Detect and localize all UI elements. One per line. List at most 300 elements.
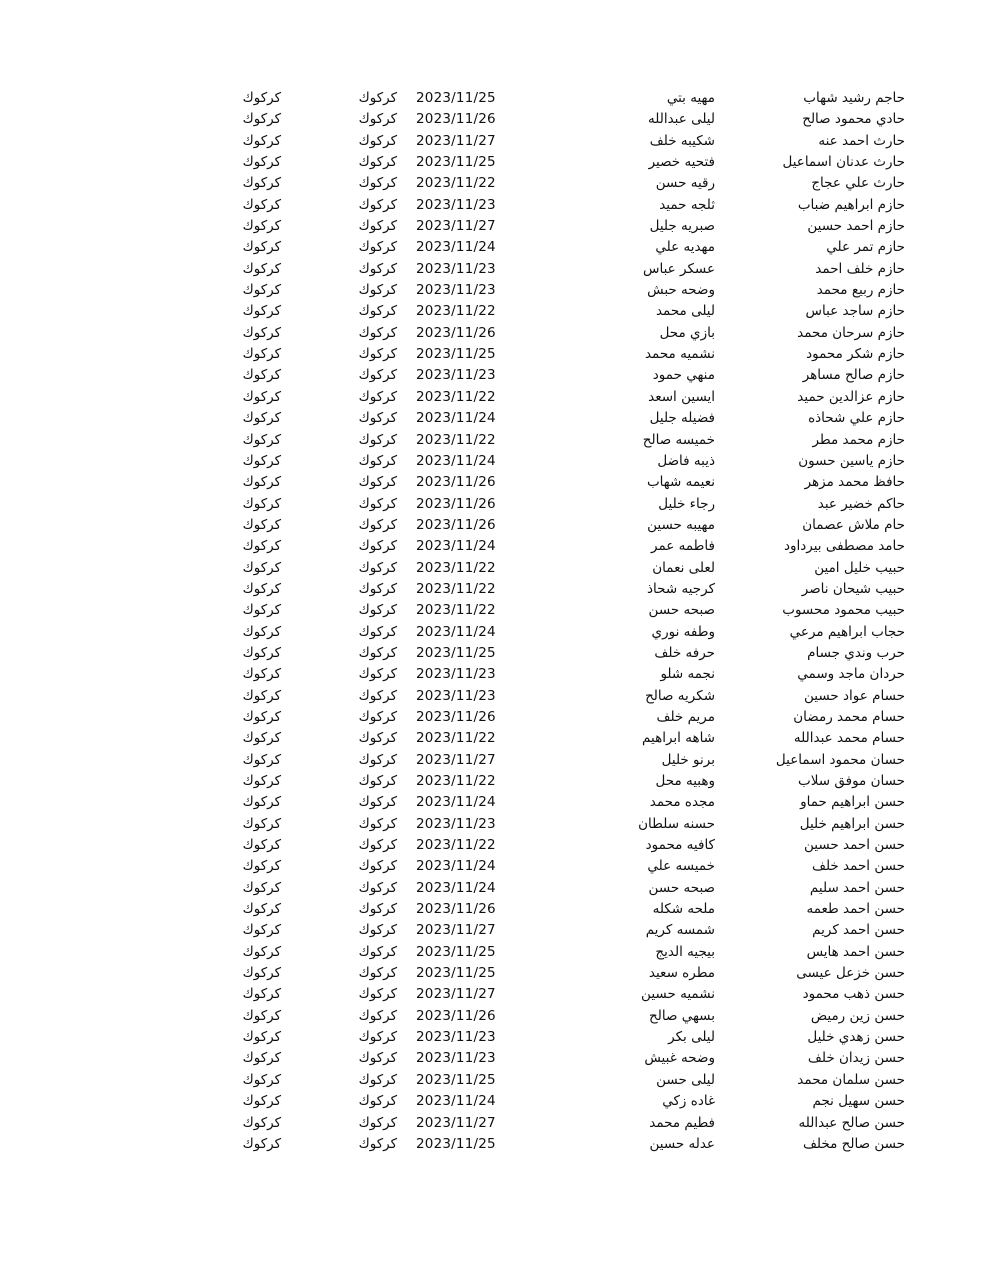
city: كركوك [242,1071,281,1088]
record-row [0,344,989,365]
mother-name: صبحه حسن [648,602,715,619]
city: كركوك [242,239,281,256]
person-name: حسن احمد حسين [804,837,905,854]
mother-name: ليلى بكر [668,1029,715,1046]
person-name: حاكم خضير عبد [817,495,905,512]
city: كركوك [242,452,281,469]
mother-name: كافيه محمود [645,837,715,854]
mother-name: ليلى محمد [655,303,715,320]
city: كركوك [242,495,281,512]
mother-name: خميسه علي [647,858,715,875]
governorate: كركوك [358,516,397,533]
person-name: حازم علي شحاذه [808,410,905,427]
person-name: حسن احمد سليم [809,879,905,896]
record-row [0,301,989,322]
governorate: كركوك [358,708,397,725]
city: كركوك [242,666,281,683]
record-row [0,131,989,152]
mother-name: عسكر عباس [642,260,715,277]
city: كركوك [242,602,281,619]
city: كركوك [242,474,281,491]
record-row [0,430,989,451]
record-row [0,899,989,920]
governorate: كركوك [358,986,397,1003]
person-name: حسن احمد خلف [811,858,905,875]
person-name: حازم سرحان محمد [797,324,905,341]
mother-name: كرجيه شحاذ [647,580,715,597]
governorate: كركوك [358,730,397,747]
mother-name: غاده زكي [662,1093,715,1110]
mother-name: فتحيه خصير [648,154,715,171]
person-name: حاجم رشيد شهاب [803,90,905,106]
date: 2023/11/25 [416,965,496,982]
record-row [0,1091,989,1112]
date: 2023/11/24 [416,410,496,427]
date: 2023/11/22 [416,730,496,747]
mother-name: حرفه خلف [654,644,715,661]
date: 2023/11/23 [416,666,496,683]
mother-name: نشميه محمد [644,346,715,363]
governorate: كركوك [358,132,397,149]
governorate: كركوك [358,282,397,299]
governorate: كركوك [358,346,397,363]
mother-name: ايسين اسعد [648,388,715,405]
person-name: حامد مصطفى بيرداود [783,538,905,555]
governorate: كركوك [358,965,397,982]
person-name: حسن سلمان محمد [797,1071,905,1088]
city: كركوك [242,751,281,768]
record-row [0,408,989,429]
date: 2023/11/25 [416,943,496,960]
mother-name: شمسه كريم [645,922,715,939]
date: 2023/11/25 [416,346,496,363]
governorate: كركوك [358,901,397,918]
person-name: حسن ابراهيم خليل [799,815,905,832]
record-row [0,600,989,621]
mother-name: وضحه غبيش [644,1050,715,1067]
mother-name: مهديه علي [655,239,715,256]
mother-name: مجده محمد [649,794,715,811]
person-name: حسان موفق سلاب [798,773,905,789]
city: كركوك [242,687,281,704]
city: كركوك [242,196,281,213]
mother-name: بيجيه الديج [655,943,715,960]
governorate: كركوك [358,815,397,832]
date: 2023/11/27 [416,1114,496,1131]
governorate: كركوك [358,1135,397,1152]
person-name: حبيب شيحان ناصر [801,580,905,597]
governorate: كركوك [358,858,397,875]
governorate: كركوك [358,388,397,405]
record-row [0,856,989,877]
record-row [0,792,989,813]
person-name: حسن احمد طعمه [806,901,905,918]
person-name: حازم محمد مطر [812,431,905,448]
governorate: كركوك [358,495,397,512]
person-name: حادي محمود صالح [802,111,905,128]
person-name: حسن زين رميض [810,1007,905,1024]
governorate: كركوك [358,1071,397,1088]
city: كركوك [242,516,281,533]
mother-name: ملحه شكله [652,901,715,918]
mother-name: وهبيه محل [655,773,715,789]
date: 2023/11/26 [416,495,496,512]
date: 2023/11/24 [416,239,496,256]
city: كركوك [242,154,281,171]
person-name: حازم خلف احمد [815,260,905,277]
date: 2023/11/26 [416,324,496,341]
record-row [0,963,989,984]
record-row [0,237,989,258]
record-row [0,259,989,280]
person-name: حسن صالح عبدالله [798,1114,905,1131]
mother-name: شكيبه خلف [649,132,715,149]
city: كركوك [242,111,281,128]
mother-name: مهيه بتي [666,90,715,106]
person-name: حسن سهيل نجم [812,1093,905,1110]
city: كركوك [242,580,281,597]
record-row [0,920,989,941]
date: 2023/11/22 [416,837,496,854]
person-name: حارث علي عجاج [811,175,905,192]
mother-name: عدله حسين [649,1135,715,1152]
mother-name: فضيله جليل [649,410,715,427]
person-name: حازم ياسين حسون [798,452,905,469]
mother-name: خميسه صالح [642,431,715,448]
person-name: حازم شكر محمود [806,346,905,363]
record-row [0,771,989,792]
mother-name: مهيبه حسين [647,516,715,533]
person-name: حجاب ابراهيم مرعي [789,623,905,640]
person-name: حردان ماجد وسمي [797,666,905,683]
governorate: كركوك [358,773,397,789]
governorate: كركوك [358,431,397,448]
city: كركوك [242,858,281,875]
record-row [0,536,989,557]
mother-name: وطفه نوري [651,623,715,640]
governorate: كركوك [358,367,397,384]
city: كركوك [242,132,281,149]
governorate: كركوك [358,559,397,576]
mother-name: وضحه حبش [647,282,715,299]
mother-name: رقيه حسن [655,175,715,192]
person-name: حارث احمد عنه [818,132,905,149]
city: كركوك [242,410,281,427]
city: كركوك [242,1114,281,1131]
record-row [0,835,989,856]
date: 2023/11/22 [416,559,496,576]
date: 2023/11/24 [416,452,496,469]
date: 2023/11/24 [416,538,496,555]
date: 2023/11/25 [416,1135,496,1152]
mother-name: بسهي صالح [649,1007,715,1024]
date: 2023/11/24 [416,794,496,811]
record-row [0,1027,989,1048]
record-row [0,878,989,899]
date: 2023/11/22 [416,602,496,619]
record-row [0,1113,989,1134]
date: 2023/11/22 [416,580,496,597]
governorate: كركوك [358,1050,397,1067]
person-name: حازم عزالدين حميد [797,388,905,405]
governorate: كركوك [358,303,397,320]
governorate: كركوك [358,324,397,341]
governorate: كركوك [358,837,397,854]
city: كركوك [242,431,281,448]
city: كركوك [242,922,281,939]
record-row [0,622,989,643]
record-row [0,152,989,173]
date: 2023/11/22 [416,175,496,192]
mother-name: فطيم محمد [649,1114,715,1131]
date: 2023/11/24 [416,1093,496,1110]
mother-name: شاهه ابراهيم [642,730,715,747]
record-row [0,664,989,685]
person-name: حبيب خليل امين [814,559,905,576]
record-row [0,1048,989,1069]
governorate: كركوك [358,794,397,811]
governorate: كركوك [358,218,397,235]
city: كركوك [242,538,281,555]
city: كركوك [242,282,281,299]
city: كركوك [242,644,281,661]
record-row [0,280,989,301]
governorate: كركوك [358,943,397,960]
governorate: كركوك [358,239,397,256]
person-name: حسن ابراهيم حماو [800,794,905,811]
governorate: كركوك [358,879,397,896]
mother-name: نجمه شلو [660,666,715,683]
person-name: حسام محمد رمضان [793,708,905,725]
governorate: كركوك [358,90,397,106]
record-row [0,984,989,1005]
mother-name: صبريه جليل [649,218,715,235]
city: كركوك [242,794,281,811]
person-name: حسن ذهب محمود [802,986,905,1003]
city: كركوك [242,1050,281,1067]
city: كركوك [242,815,281,832]
date: 2023/11/22 [416,303,496,320]
person-name: حرب وندي جسام [807,644,905,661]
record-row [0,686,989,707]
record-row [0,942,989,963]
date: 2023/11/24 [416,879,496,896]
governorate: كركوك [358,666,397,683]
governorate: كركوك [358,154,397,171]
mother-name: نشميه حسين [641,986,715,1003]
city: كركوك [242,367,281,384]
governorate: كركوك [358,922,397,939]
city: كركوك [242,837,281,854]
person-name: حسن زيدان خلف [807,1050,905,1067]
governorate: كركوك [358,1029,397,1046]
date: 2023/11/25 [416,154,496,171]
person-name: حازم ابراهيم ضباب [797,196,905,213]
date: 2023/11/26 [416,474,496,491]
date: 2023/11/23 [416,815,496,832]
record-row [0,195,989,216]
record-row [0,173,989,194]
mother-name: منهي حمود [652,367,715,384]
record-row [0,88,989,109]
city: كركوك [242,879,281,896]
person-name: حسام محمد عبدالله [793,730,905,747]
person-name: حازم صالح مساهر [802,367,905,384]
person-name: حسن صالح مخلف [802,1135,905,1152]
city: كركوك [242,218,281,235]
date: 2023/11/26 [416,708,496,725]
mother-name: ليلى حسن [656,1071,715,1088]
date: 2023/11/22 [416,388,496,405]
record-row [0,472,989,493]
date: 2023/11/27 [416,922,496,939]
governorate: كركوك [358,111,397,128]
person-name: حازم تمر علي [826,239,905,256]
city: كركوك [242,324,281,341]
governorate: كركوك [358,1093,397,1110]
mother-name: مطره سعيد [648,965,715,982]
mother-name: ذيبه فاضل [657,452,715,469]
date: 2023/11/27 [416,218,496,235]
record-row [0,814,989,835]
date: 2023/11/23 [416,196,496,213]
date: 2023/11/23 [416,1050,496,1067]
date: 2023/11/25 [416,1071,496,1088]
person-name: حسن زهدي خليل [807,1029,905,1046]
date: 2023/11/23 [416,687,496,704]
date: 2023/11/27 [416,751,496,768]
city: كركوك [242,708,281,725]
person-name: حسن خزعل عيسى [796,965,905,982]
person-name: حام ملاش عصمان [802,516,905,533]
date: 2023/11/22 [416,431,496,448]
governorate: كركوك [358,687,397,704]
record-row [0,728,989,749]
record-row [0,216,989,237]
governorate: كركوك [358,602,397,619]
records-list [0,88,989,1155]
date: 2023/11/23 [416,260,496,277]
person-name: حسن احمد كريم [812,922,905,939]
record-row [0,1070,989,1091]
governorate: كركوك [358,1114,397,1131]
record-row [0,707,989,728]
record-row [0,643,989,664]
governorate: كركوك [358,580,397,597]
record-row [0,579,989,600]
person-name: حسن احمد هايس [806,943,905,960]
mother-name: ثلجه حميد [659,196,715,213]
record-row [0,323,989,344]
person-name: حازم احمد حسين [807,218,905,235]
date: 2023/11/22 [416,773,496,789]
city: كركوك [242,260,281,277]
governorate: كركوك [358,644,397,661]
record-row [0,1134,989,1155]
record-row [0,558,989,579]
city: كركوك [242,1135,281,1152]
governorate: كركوك [358,452,397,469]
person-name: حازم ربيع محمد [816,282,905,299]
record-row [0,494,989,515]
person-name: حافظ محمد مزهر [804,474,905,491]
city: كركوك [242,773,281,789]
city: كركوك [242,730,281,747]
city: كركوك [242,1007,281,1024]
date: 2023/11/23 [416,367,496,384]
person-name: حبيب محمود محسوب [782,602,905,619]
person-name: حارث عدنان اسماعيل [782,154,905,171]
mother-name: ليلى عبدالله [648,111,715,128]
governorate: كركوك [358,538,397,555]
governorate: كركوك [358,196,397,213]
mother-name: فاطمه عمر [651,538,715,555]
city: كركوك [242,346,281,363]
date: 2023/11/24 [416,858,496,875]
mother-name: بازي محل [659,324,715,341]
date: 2023/11/26 [416,1007,496,1024]
date: 2023/11/23 [416,282,496,299]
city: كركوك [242,175,281,192]
city: كركوك [242,388,281,405]
mother-name: شكريه صالح [645,687,715,704]
mother-name: برنو خليل [661,751,715,768]
mother-name: لعلى نعمان [652,559,715,576]
governorate: كركوك [358,410,397,427]
date: 2023/11/24 [416,623,496,640]
person-name: حسان محمود اسماعيل [775,751,905,768]
city: كركوك [242,986,281,1003]
record-row [0,365,989,386]
record-row [0,451,989,472]
city: كركوك [242,90,281,106]
city: كركوك [242,623,281,640]
record-row [0,387,989,408]
city: كركوك [242,1029,281,1046]
city: كركوك [242,303,281,320]
governorate: كركوك [358,474,397,491]
record-row [0,515,989,536]
date: 2023/11/26 [416,901,496,918]
mother-name: صبحه حسن [648,879,715,896]
mother-name: حسنه سلطان [638,815,715,832]
record-row [0,1006,989,1027]
date: 2023/11/27 [416,986,496,1003]
record-row [0,750,989,771]
city: كركوك [242,559,281,576]
governorate: كركوك [358,1007,397,1024]
date: 2023/11/25 [416,90,496,106]
date: 2023/11/26 [416,111,496,128]
mother-name: رجاء خليل [658,495,715,512]
governorate: كركوك [358,751,397,768]
city: كركوك [242,901,281,918]
mother-name: مريم خلف [656,708,715,725]
date: 2023/11/27 [416,132,496,149]
city: كركوك [242,943,281,960]
city: كركوك [242,1093,281,1110]
city: كركوك [242,965,281,982]
date: 2023/11/25 [416,644,496,661]
governorate: كركوك [358,623,397,640]
person-name: حسام عواد حسين [804,687,905,704]
date: 2023/11/26 [416,516,496,533]
governorate: كركوك [358,175,397,192]
record-row [0,109,989,130]
date: 2023/11/23 [416,1029,496,1046]
mother-name: نعيمه شهاب [646,474,715,491]
governorate: كركوك [358,260,397,277]
